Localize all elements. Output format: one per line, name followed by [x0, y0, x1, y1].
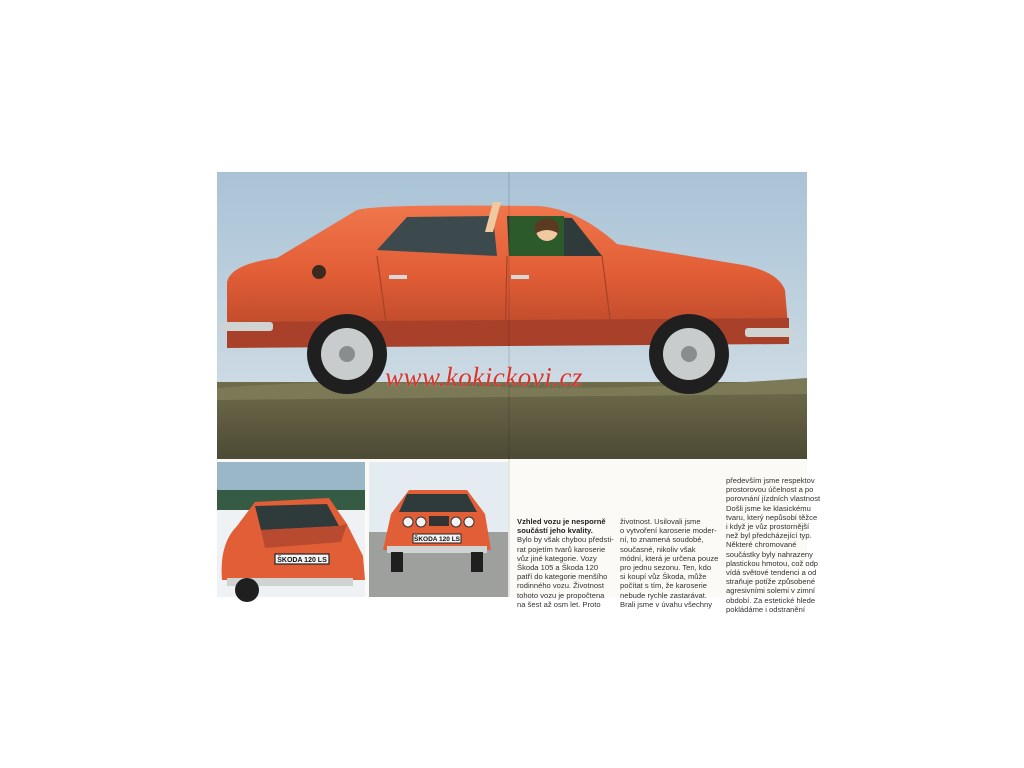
article-line: porovnání jízdních vlastnost: [726, 494, 821, 504]
article-line: počítat s tím, že karoserie: [620, 581, 707, 591]
article-line: na šest až osm let. Proto: [517, 599, 601, 609]
article-line: rat pojetím tvarů karoserie: [517, 544, 606, 554]
article-line: pro jednu sezonu. Ten, kdo: [620, 563, 712, 573]
hero-photo-red-sedan: [217, 172, 807, 459]
article-column-1: [517, 517, 613, 609]
article-line: si koupí vůz Škoda, může: [620, 572, 707, 582]
photo-front-car: [369, 462, 508, 597]
article-line: agresivními solemi v zimní: [726, 586, 816, 596]
article-line: tohoto vozu je propočtena: [517, 590, 605, 600]
brochure-spread: [217, 172, 821, 614]
photo-rear-car-snow: [217, 462, 365, 597]
article-line: nebude rychle zastarávat.: [620, 590, 707, 600]
article-heading-line: součástí jeho kvality.: [517, 526, 593, 536]
article-heading-line: Vzhled vozu je nesporně: [517, 517, 606, 526]
article-column-2: [620, 517, 718, 609]
article-line: ní, to znamená soudobé,: [620, 535, 704, 545]
article-line: straňuje potíže způsobené: [726, 577, 816, 587]
article-line: patří do kategorie menšího: [517, 572, 608, 582]
article-line: tvaru, který nepůsobí těžce: [726, 512, 818, 522]
article-line: o vytvoření karoserie moder-: [620, 526, 717, 536]
article-line: vůz jiné kategorie. Vozy: [517, 553, 597, 563]
article-line: i když je vůz prostornější: [726, 522, 810, 532]
article-column-3: [726, 476, 821, 614]
article-line: Škoda 105 a Škoda 120: [517, 563, 599, 573]
article-line: období. Za estetické hlede: [726, 595, 816, 605]
article-line: pokládáme i odstranění: [726, 604, 805, 614]
article-line: Bylo by však chybou předsti-: [517, 535, 614, 545]
article-line: než byl předcházející typ.: [726, 531, 812, 541]
article-line: Došli jsme ke klasickému: [726, 503, 811, 513]
article-line: především jsme respektov: [726, 476, 815, 485]
watermark-text: www.kokickovi.cz: [385, 362, 583, 392]
article-line: prostorovou účelnost a po: [726, 485, 814, 495]
article-line: Brali jsme v úvahu všechny: [620, 599, 713, 609]
front-plate-text: ŠKODA 120 LS: [414, 536, 460, 543]
article-line: módní, která je určena pouze: [620, 553, 719, 563]
article-line: rodinného vozu. Životnost: [517, 581, 604, 591]
article-line: součástky byly nahrazeny: [726, 549, 813, 559]
article-line: současné, nikoliv však: [620, 544, 696, 554]
article-line: vídá světové tendenci a od: [726, 568, 817, 578]
rear-plate-text: ŠKODA 120 LS: [277, 557, 327, 564]
article-line: Některé chromované: [726, 540, 797, 550]
article-line: životnost. Usilovali jsme: [620, 517, 701, 526]
article-line: plastickou hmotou, což odp: [726, 558, 819, 568]
